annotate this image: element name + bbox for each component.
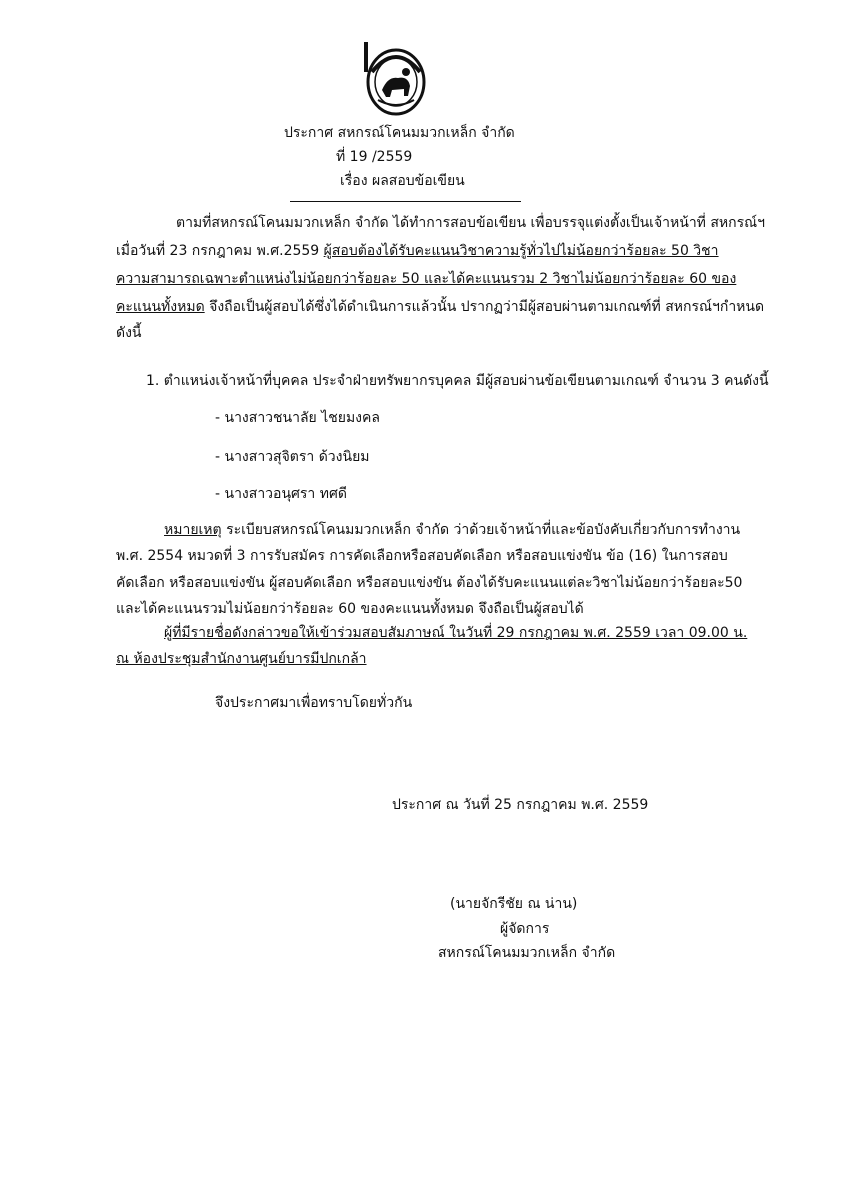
remark-line-4: และได้คะแนนรวมไม่น้อยกว่าร้อยละ 60 ของคะแนนทั้งหมด จึงถือเป็นผู้สอบได้	[116, 601, 584, 617]
announcement-number: ที่ 19 /2559	[336, 149, 413, 165]
signatory-organization: สหกรณ์โคนมมวกเหล็ก จำกัด	[438, 945, 616, 961]
cooperative-seal-logo	[362, 42, 426, 118]
announcement-title: ประกาศ สหกรณ์โคนมมวกเหล็ก จำกัด	[284, 125, 515, 141]
criteria-underlined-2: คะแนนทั้งหมด	[116, 299, 205, 315]
remark-line-1: หมายเหตุ ระเบียบสหกรณ์โคนมมวกเหล็ก จำกัด ว่าด้วยเจ้าหน้าที่และข้อบังคับเกี่ยวกับการทำงาน	[164, 522, 741, 538]
intro-line-4: คะแนนทั้งหมด จึงถือเป็นผู้สอบได้ซึ่งได้ดำเนินการแล้วนั้น ปรากฏว่ามีผู้สอบผ่านตามเกณฑ์ที่ สหกรณ์ฯกำหนด	[116, 299, 765, 315]
intro-line-3: ความสามารถเฉพาะตำแหน่งไม่น้อยกว่าร้อยละ 50 และได้คะแนนรวม 2 วิชาไม่น้อยกว่าร้อยละ 60 ของ	[116, 271, 737, 287]
intro-line-2: เมื่อวันที่ 23 กรกฎาคม พ.ศ.2559 ผู้สอบต้องได้รับคะแนนวิชาความรู้ทั่วไปไม่น้อยกว่าร้อยละ 50 วิชา	[116, 243, 719, 259]
remark-line-2: พ.ศ. 2554 หมวดที่ 3 การรับสมัคร การคัดเลือกหรือสอบคัดเลือก หรือสอบแข่งขัน ข้อ (16) ในการสอบ	[116, 548, 728, 564]
interview-notice-line-2: ณ ห้องประชุมสำนักงานศูนย์บารมีปกเกล้า	[116, 651, 367, 667]
criteria-underlined-1: ผู้สอบต้องได้รับคะแนนวิชาความรู้ทั่วไปไม่น้อยกว่าร้อยละ 50 วิชา	[323, 243, 719, 259]
intro-line-5: ดังนี้	[116, 325, 142, 341]
signatory-role: ผู้จัดการ	[500, 921, 550, 937]
candidate-name-2: - นางสาวสุจิตรา ด้วงนิยม	[215, 449, 370, 465]
closing-statement: จึงประกาศมาเพื่อทราบโดยทั่วกัน	[215, 695, 413, 711]
remark-label: หมายเหตุ	[164, 522, 222, 538]
signatory-name: (นายจักรีชัย ณ น่าน)	[450, 896, 578, 912]
interview-notice-line-1: ผู้ที่มีรายชื่อดังกล่าวขอให้เข้าร่วมสอบสัมภาษณ์ ในวันที่ 29 กรกฎาคม พ.ศ. 2559 เวลา 09.00 น.	[164, 625, 748, 641]
announcement-date: ประกาศ ณ วันที่ 25 กรกฎาคม พ.ศ. 2559	[392, 797, 649, 813]
candidate-name-1: - นางสาวชนาลัย ไชยมงคล	[215, 410, 380, 426]
candidate-name-3: - นางสาวอนุศรา ทศดี	[215, 486, 347, 502]
position-line: 1. ตำแหน่งเจ้าหน้าที่บุคคล ประจำฝ่ายทรัพยากรบุคคล มีผู้สอบผ่านข้อเขียนตามเกณฑ์ จำนวน 3 คนดังนี้	[146, 373, 769, 389]
announcement-subject: เรื่อง ผลสอบข้อเขียน	[340, 173, 465, 189]
intro-line-1: ตามที่สหกรณ์โคนมมวกเหล็ก จำกัด ได้ทำการสอบข้อเขียน เพื่อบรรจุแต่งตั้งเป็นเจ้าหน้าที่ สหกรณ์ฯ	[176, 215, 765, 231]
header-divider	[290, 201, 521, 202]
remark-line-3: คัดเลือก หรือสอบแข่งขัน ผู้สอบคัดเลือก หรือสอบแข่งขัน ต้องได้รับคะแนนแต่ละวิชาไม่น้อยกว่าร้อยละ50	[116, 575, 743, 591]
